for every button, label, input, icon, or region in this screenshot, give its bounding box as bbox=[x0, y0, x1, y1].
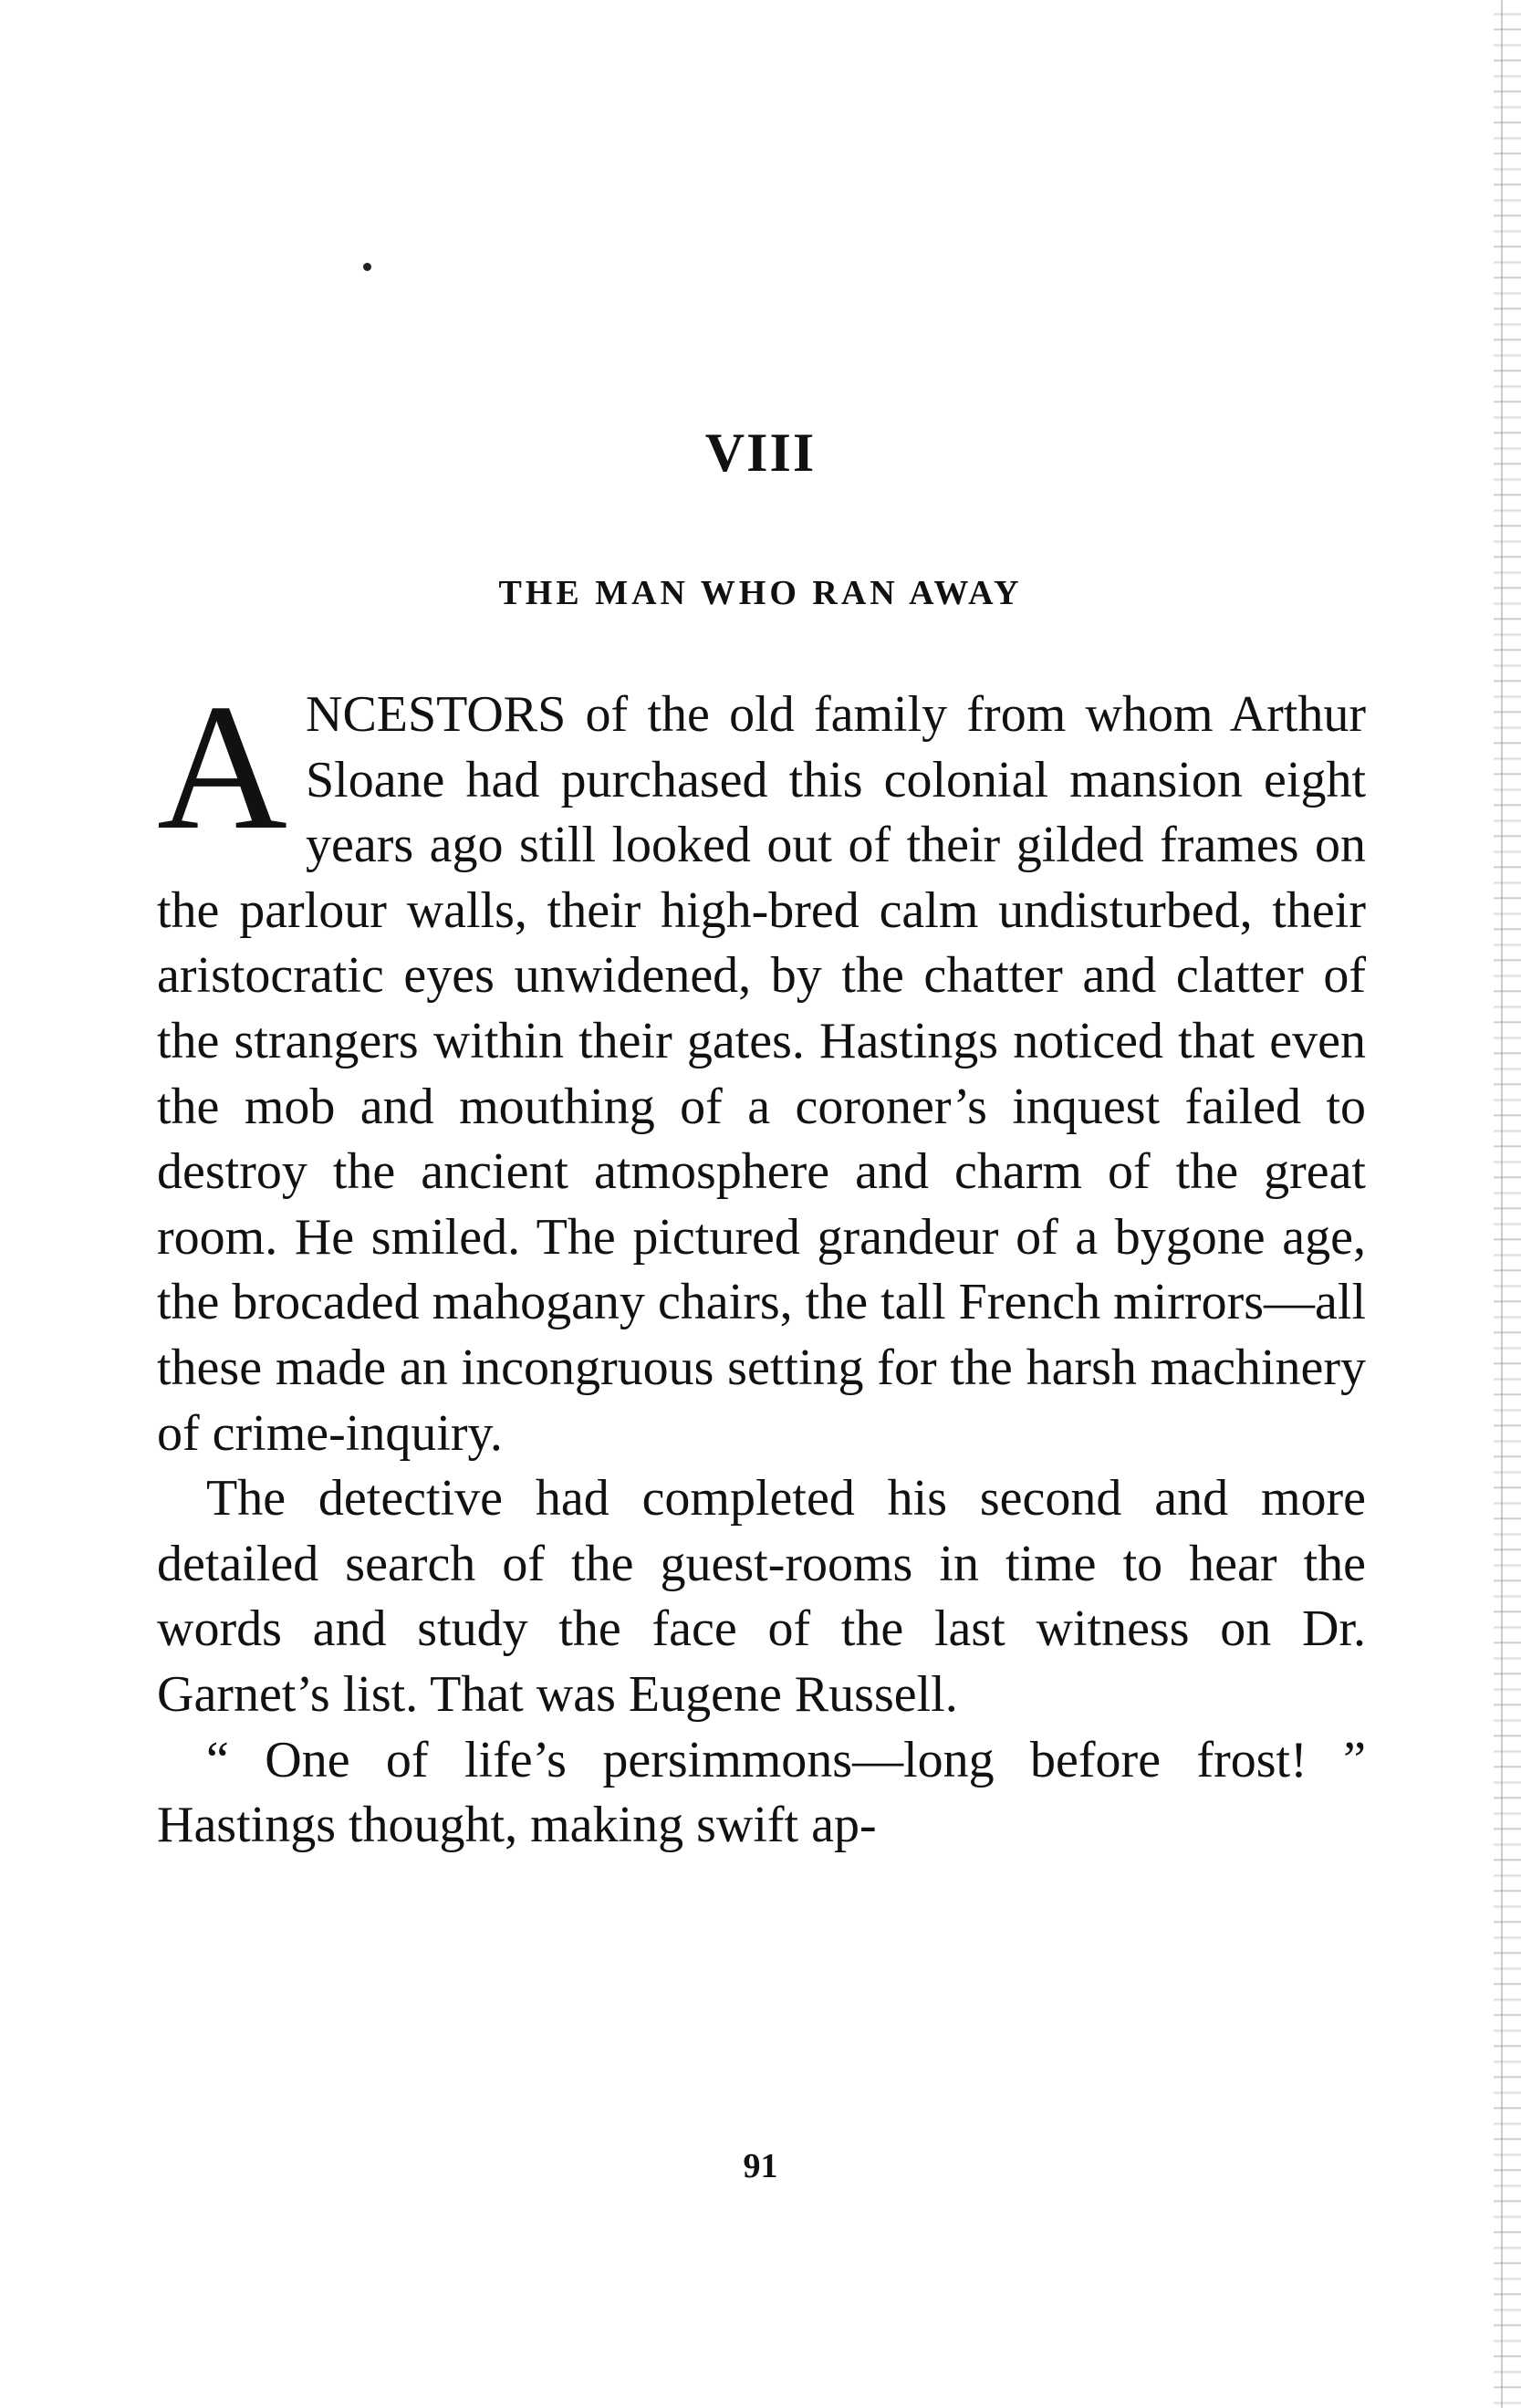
chapter-number: VIII bbox=[704, 422, 817, 483]
paragraph-1-text: NCESTORS of the old family from whom Arthur Sloane had purchased this colonial mansion eight years ago still looked out of their gilded frames on the parlour walls, their high-bred calm undisturbed, their aristocratic eyes unwidened, by the chatter and clatter of the strangers within their gates. Hastings noticed that even the mob and mouthing of a coroner’s inquest failed to destroy the ancient atmosphere and charm of the great room. He smiled. The pictured grandeur of a bygone age, the brocaded mahogany chairs, the tall French mirrors—all these made an incongruous setting for the harsh machinery of crime-inquiry. bbox=[157, 686, 1366, 1462]
drop-cap: A bbox=[157, 667, 287, 867]
page-edge-scan-noise bbox=[1494, 0, 1521, 2408]
paragraph-1 bbox=[157, 667, 1366, 1466]
ink-speck bbox=[363, 263, 371, 271]
paragraph-2: The detective had completed his second and more detailed search of the guest-rooms in time to hear the words and study the face of the last witness on Dr. Garnet’s list. That was Eugene Russell. bbox=[157, 1470, 1366, 1723]
paragraph-3: “ One of life’s persimmons—long before frost! ” Hastings thought, making swift ap- bbox=[157, 1731, 1366, 1854]
page-number: 91 bbox=[743, 2147, 778, 2185]
body-text bbox=[157, 667, 1366, 1859]
chapter-title: THE MAN WHO RAN AWAY bbox=[498, 574, 1023, 612]
page-edge-line bbox=[1501, 0, 1503, 2408]
